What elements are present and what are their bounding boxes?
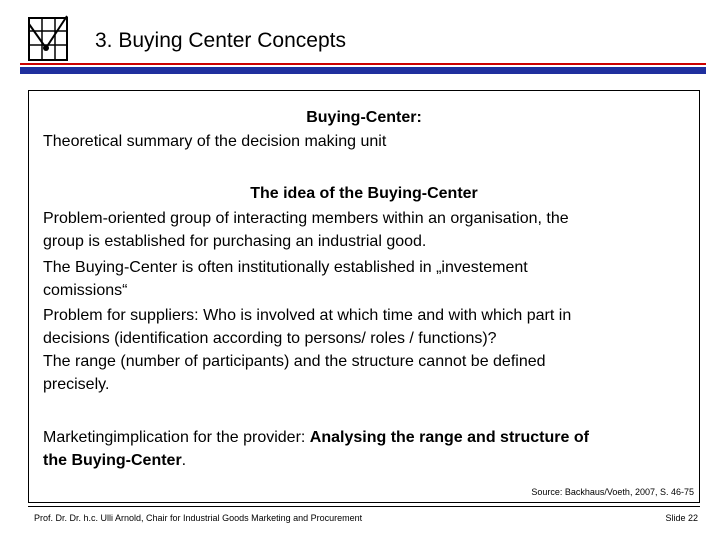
- marketing-line2: [43, 449, 186, 472]
- marketing-line1: [43, 426, 589, 449]
- marketing-emphasis: Analysing the range and structure of: [309, 429, 589, 446]
- grid-diagram-logo-icon: [26, 14, 70, 64]
- page-title: 3. Buying Center Concepts: [95, 29, 346, 52]
- header-divider-blue: [20, 67, 706, 74]
- paragraph1-line1: Problem-oriented group of interacting members within an organisation, the: [43, 210, 569, 227]
- slide-number: Slide 22: [665, 513, 698, 523]
- paragraph3-line1: [43, 304, 571, 327]
- paragraph2-line1: The Buying-Center is often institutionally established in „investement: [43, 259, 528, 276]
- marketing-emphasis-end: the Buying-Center: [43, 452, 182, 469]
- paragraph3-prefix: Problem for suppliers:: [43, 307, 204, 324]
- idea-heading: The idea of the Buying-Center: [250, 185, 478, 202]
- definition-text: Theoretical summary of the decision making unit: [43, 133, 387, 150]
- paragraph4-line1: The range (number of participants) and the structure cannot be defined: [43, 353, 546, 370]
- source-citation: Source: Backhaus/Voeth, 2007, S. 46-75: [531, 487, 694, 497]
- paragraph1-line2: group is established for purchasing an industrial good.: [43, 233, 427, 250]
- paragraph2-line2: comissions“: [43, 282, 128, 299]
- paragraph3-question: Who is involved at which time and with which part in: [203, 307, 572, 324]
- definition-heading: Buying-Center:: [306, 109, 422, 126]
- footer-author: Prof. Dr. Dr. h.c. Ulli Arnold, Chair for Industrial Goods Marketing and Procurement: [34, 513, 363, 523]
- marketing-period: .: [181, 452, 187, 469]
- paragraph4-line2: precisely.: [43, 376, 110, 393]
- header-divider-red: [20, 63, 706, 65]
- footer-divider: [28, 506, 700, 507]
- paragraph3-line2: decisions (identification according to persons/ roles / functions)?: [43, 330, 497, 347]
- marketing-prefix: Marketingimplication for the provider:: [43, 429, 310, 446]
